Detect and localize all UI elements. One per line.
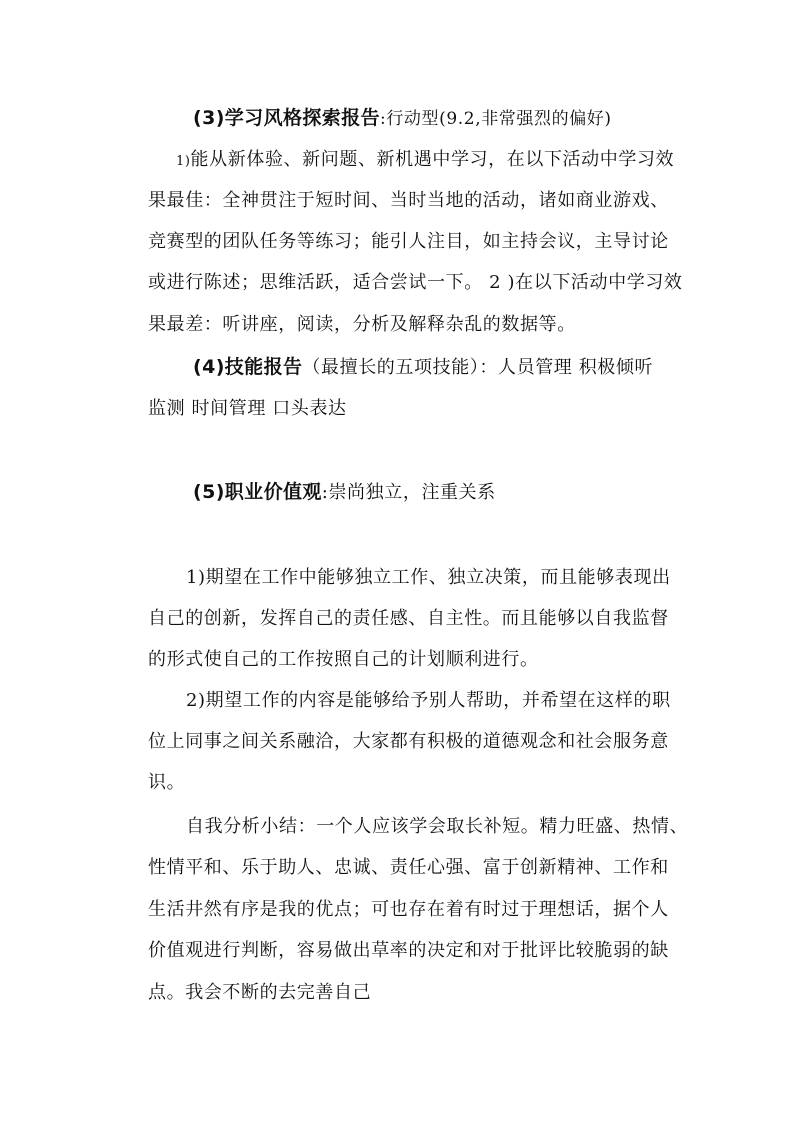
summary-line-5: 点。我会不断的去完善自己 (148, 982, 372, 1003)
section4-heading-title: (4)技能报告 (193, 356, 303, 378)
section4-heading (193, 355, 653, 380)
section3-line-1-text: 能从新体验、新问题、新机遇中学习，在以下活动中学习效 (190, 149, 675, 170)
section3-heading-title: (3)学习风格探索报告 (193, 107, 380, 129)
paragraph2-line-1: 2)期望工作的内容是能够给予别人帮助，并希望在这样的职 (186, 690, 671, 711)
section3-line-1 (176, 148, 674, 174)
section3-line-2: 果最佳：全神贯注于短时间、当时当地的活动，诸如商业游戏、 (148, 190, 669, 211)
summary-line-1: 自我分析小结：一个人应该学会取长补短。精力旺盛、热情、 (186, 816, 689, 837)
paragraph2-line-3: 识。 (148, 772, 186, 793)
summary-line-3: 生活井然有序是我的优点；可也存在着有时过于理想话，据个人 (148, 899, 669, 920)
paragraph2-line-2: 位上同事之间关系融洽，大家都有积极的道德观念和社会服务意 (148, 731, 669, 752)
paragraph1-line-2: 自己的创新，发挥自己的责任感、自主性。而且能够以自我监督 (148, 608, 669, 629)
paragraph1-line-3: 的形式使自己的工作按照自己的计划顺利进行。 (148, 649, 539, 670)
section4-skills-line: 监测 时间管理 口头表达 (148, 398, 347, 419)
summary-line-4: 价值观进行判断，容易做出草率的决定和对于批评比较脆弱的缺 (148, 940, 669, 961)
section3-line-4: 或进行陈述；思维活跃，适合尝试一下。 2 )在以下活动中学习效 (148, 272, 683, 293)
summary-line-2: 性情平和、乐于助人、忠诚、责任心强、富于创新精神、工作和 (148, 857, 669, 878)
section5-heading-detail: :崇尚独立，注重关系 (321, 482, 496, 503)
section3-line-5: 果最差：听讲座，阅读，分析及解释杂乱的数据等。 (148, 314, 576, 335)
paragraph1-line-1: 1)期望在工作中能够独立工作、独立决策，而且能够表现出 (186, 567, 671, 588)
section3-heading (193, 106, 612, 131)
section3-heading-detail: :行动型(9.2,非常强烈的偏好) (380, 109, 612, 129)
section3-line-3: 竞赛型的团队任务等练习；能引人注目，如主持会议，主导讨论 (148, 231, 669, 252)
section4-heading-detail: （最擅长的五项技能）：人员管理 积极倾听 (302, 357, 654, 378)
section3-item1-marker: 1) (176, 154, 191, 169)
section5-heading-title: (5)职业价值观 (193, 481, 322, 503)
section5-heading (193, 480, 496, 505)
